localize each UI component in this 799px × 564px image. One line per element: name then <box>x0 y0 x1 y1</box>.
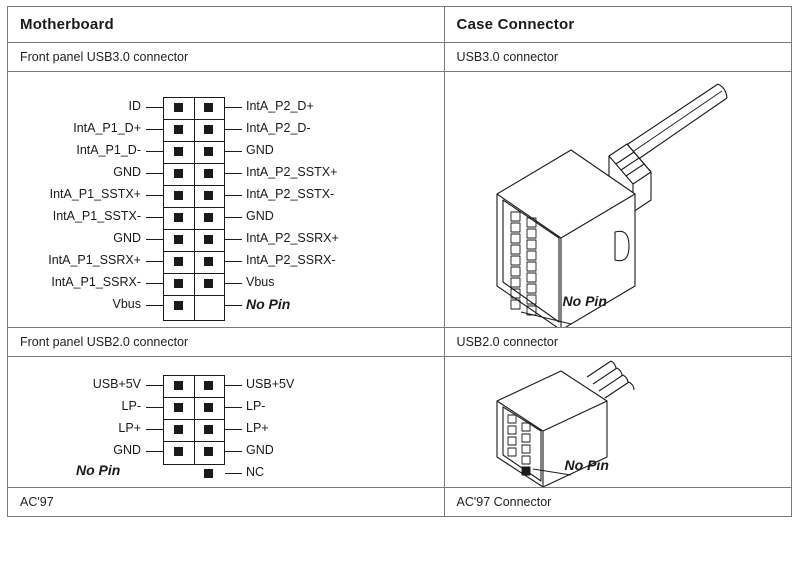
usb3-connector-illustration <box>445 72 791 327</box>
usb2-left-label-3: LP+ <box>118 421 141 435</box>
usb3-left-label-6: IntA_P1_SSTX- <box>52 209 141 223</box>
usb2-illustration-no-pin-label: No Pin <box>564 457 609 473</box>
usb3-right-label-8: IntA_P2_SSRX- <box>246 253 336 267</box>
usb2-connector-illustration <box>445 357 791 487</box>
usb3-left-label-2: IntA_P1_D+ <box>73 121 141 135</box>
usb2-right-label-1: USB+5V <box>246 377 295 391</box>
usb3-left-label-5: IntA_P1_SSTX+ <box>49 187 141 201</box>
usb3-header-center-divider <box>194 97 195 321</box>
usb2-left-label-2: LP- <box>121 399 141 413</box>
header-motherboard: Motherboard <box>20 16 114 33</box>
subheader-front-panel-usb3: Front panel USB3.0 connector <box>20 50 189 64</box>
usb3-left-label-7: GND <box>113 231 141 245</box>
header-case-connector: Case Connector <box>456 16 575 33</box>
usb2-body-row <box>8 357 792 488</box>
usb3-body-row <box>8 72 792 328</box>
usb3-left-label-1: ID <box>128 99 141 113</box>
usb2-right-label-3: LP+ <box>246 421 269 435</box>
usb2-header-center-divider <box>194 375 195 465</box>
usb3-left-label-8: IntA_P1_SSRX+ <box>48 253 141 267</box>
usb3-connector-drawing <box>475 72 775 327</box>
subheader-ac97-connector: AC'97 Connector <box>456 495 552 509</box>
usb3-right-label-2: IntA_P2_D- <box>246 121 311 135</box>
usb2-pin-diagram <box>8 357 444 487</box>
usb3-left-label-10: Vbus <box>112 297 141 311</box>
usb3-right-label-6: GND <box>246 209 274 223</box>
pinout-table <box>7 6 792 517</box>
usb2-right-label-2: LP- <box>246 399 266 413</box>
subheader-front-panel-usb2: Front panel USB2.0 connector <box>20 335 189 349</box>
usb2-left-label-4: GND <box>113 443 141 457</box>
usb3-right-label-9: Vbus <box>246 275 275 289</box>
ac97-row <box>8 488 792 517</box>
usb3-right-label-3: GND <box>246 143 274 157</box>
usb2-right-label-4: GND <box>246 443 274 457</box>
usb3-right-label-4: IntA_P2_SSTX+ <box>246 165 338 179</box>
usb-header-pinout-diagram <box>0 6 799 564</box>
subheader-ac97: AC'97 <box>20 495 54 509</box>
usb3-left-label-4: GND <box>113 165 141 179</box>
usb3-illustration-no-pin-label: No Pin <box>562 293 607 309</box>
usb3-pin-diagram <box>8 72 444 327</box>
usb2-subheader-row <box>8 328 792 357</box>
usb3-left-label-3: IntA_P1_D- <box>76 143 141 157</box>
usb3-right-label-1: IntA_P2_D+ <box>246 99 314 113</box>
usb3-left-label-9: IntA_P1_SSRX- <box>51 275 141 289</box>
usb3-right-label-7: IntA_P2_SSRX+ <box>246 231 339 245</box>
subheader-usb3-connector: USB3.0 connector <box>456 50 558 64</box>
usb3-subheader-row <box>8 43 792 72</box>
usb2-right-label-5: NC <box>246 465 265 479</box>
usb3-right-label-5: IntA_P2_SSTX- <box>246 187 335 201</box>
usb2-left-label-1: USB+5V <box>92 377 141 391</box>
table-header-row <box>8 7 792 43</box>
usb3-no-pin-label: No Pin <box>246 296 291 312</box>
subheader-usb2-connector: USB2.0 connector <box>456 335 558 349</box>
usb2-no-pin-label: No Pin <box>76 462 121 478</box>
